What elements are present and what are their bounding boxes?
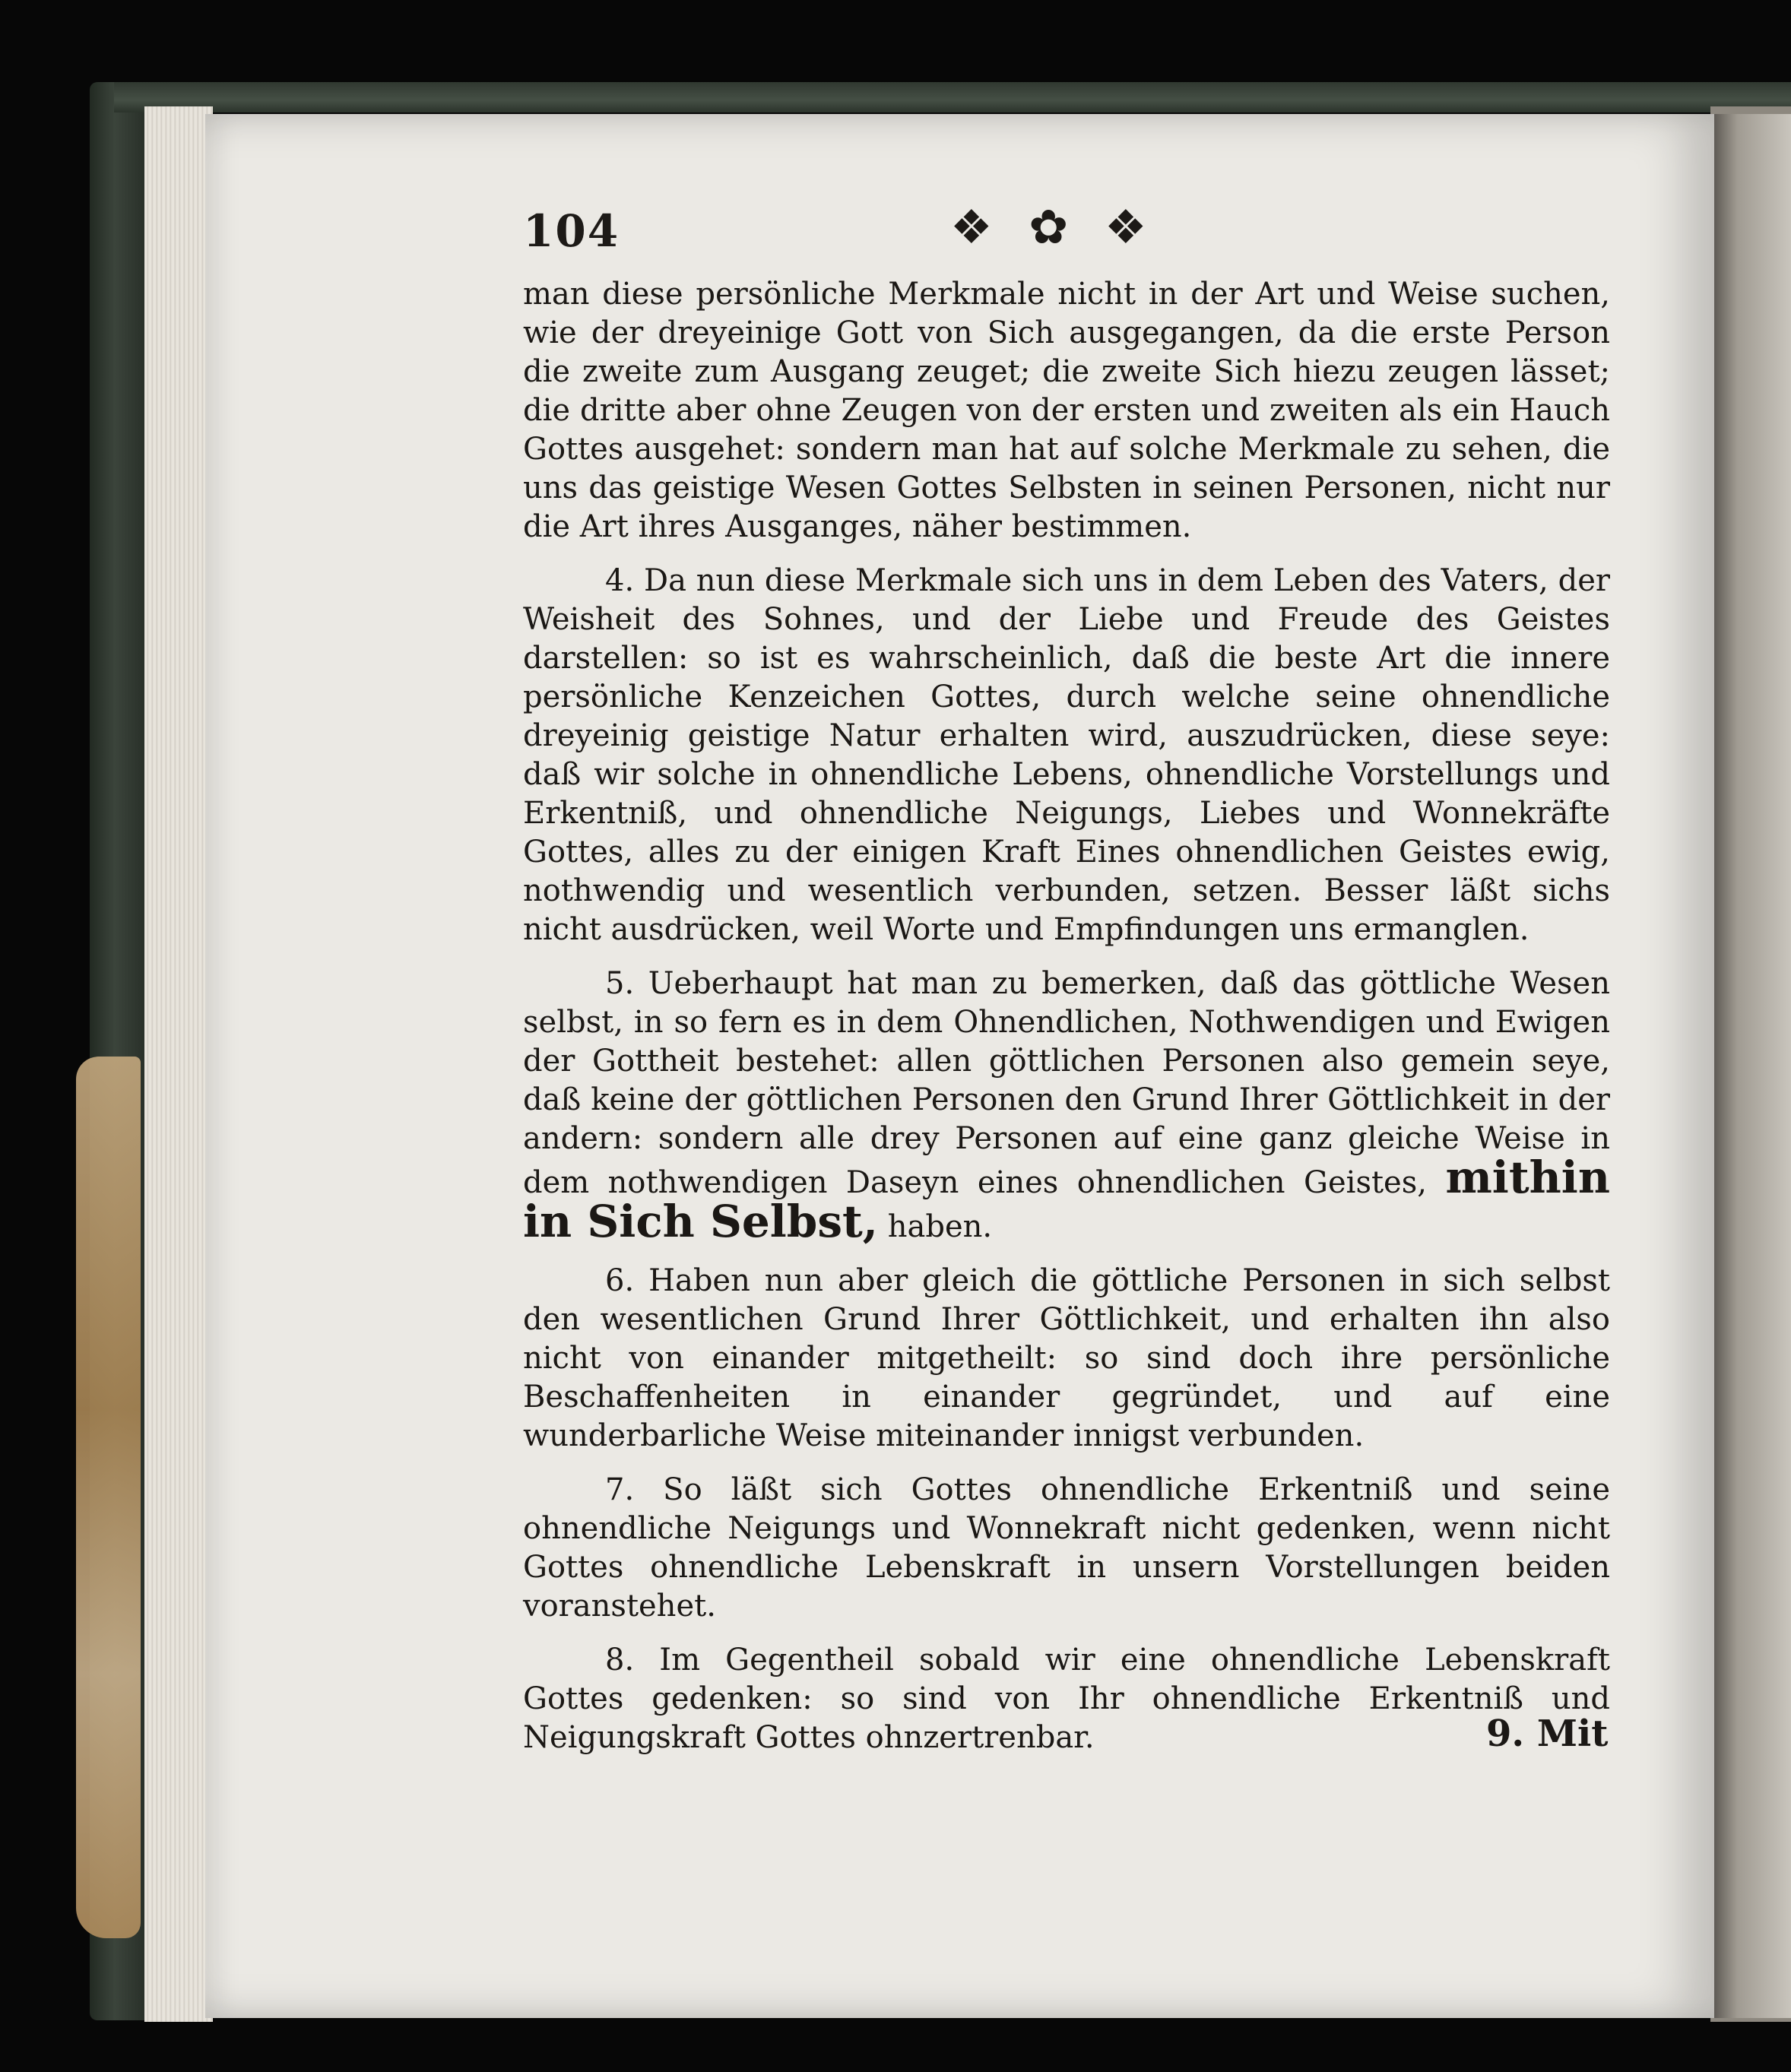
damaged-cover-patch xyxy=(76,1057,141,1938)
catchword: 9. Mit xyxy=(1486,1712,1609,1755)
gutter-shadow xyxy=(1714,114,1791,2018)
paragraph-4: 4. Da nun diese Merkmale sich uns in dem Leben des Vaters, der Weisheit des Sohnes, und der Liebe und Freude des Geistes darstellen: so ist es wahrscheinlich, daß die beste Art die innere persönliche Kenzeichen Gottes, durch welche seine ohnendliche dreyeinig geistige Natur erhalten wird, auszudrücken, diese seye: daß wir solche in ohnendliche Lebens, ohnendliche Vorstellungs und Erkentniß, und ohnendliche Neigungs, Liebes und Wonnekräfte Gottes, alles zu der einigen Kraft Eines ohnendlichen Geistes ewig, nothwendig und wesentlich verbunden, setzen. Besser läßt sichs nicht ausdrücken, weil Worte und Empfindungen uns ermanglen. xyxy=(523,563,1610,947)
page-stack-edges xyxy=(144,106,213,2022)
paragraph-8: 8. Im Gegentheil sobald wir eine ohnendliche Lebenskraft Gottes gedenken: so sind von Ihr ohnendliche Erkentniß und Neigungskraft Gottes ohnzertrenbar. xyxy=(523,1643,1610,1755)
page-body xyxy=(523,275,1610,1773)
page-number: 104 xyxy=(523,205,620,257)
header-ornament: ❖ ✿ ❖ xyxy=(950,199,1158,255)
paragraph-7: 7. So läßt sich Gottes ohnendliche Erkentniß und seine ohnendliche Neigungs und Wonnekraft nicht gedenken, wenn nicht Gottes ohnendliche Lebenskraft in unsern Vorstellungen beiden voranstehet. xyxy=(523,1472,1610,1624)
paragraph-6: 6. Haben nun aber gleich die göttliche Personen in sich selbst den wesentlichen Grund Ihrer Göttlichkeit, und erhalten ihn also nicht von einander mitgetheilt: so sind doch ihre persönliche Beschaffenheiten in einander gegründet, und auf eine wunderbarliche Weise miteinander innigst verbunden. xyxy=(523,1263,1610,1453)
book-cover-top xyxy=(114,82,1791,112)
paragraph-5 xyxy=(523,965,1610,1247)
paragraph-5-emphasis: mithin in Sich Selbst, xyxy=(523,1152,1611,1247)
paragraph-5-text: 5. Ueberhaupt hat man zu bemerken, daß das göttliche Wesen selbst, in so fern es in dem Ohnendlichen, Nothwendigen und Ewigen der Gottheit bestehet: allen göttlichen Personen also gemein seye, daß keine der göttlichen Personen den Grund Ihrer Göttlichkeit in der andern: sondern alle drey Personen auf eine ganz gleiche Weise in dem nothwendigen Daseyn eines ohnendlichen Geistes, xyxy=(523,966,1610,1200)
paragraph-5-tail: haben. xyxy=(887,1209,993,1244)
paragraph-continuation: man diese persönliche Merkmale nicht in der Art und Weise suchen, wie der dreyeinige Gott von Sich ausgegangen, da die erste Person die zweite zum Ausgang zeuget; die zweite Sich hiezu zeugen lässet; die dritte aber ohne Zeugen von der ersten und zweiten als ein Hauch Gottes ausgehet: sondern man hat auf solche Merkmale zu sehen, die uns das geistige Wesen Gottes Selbsten in seinen Personen, nicht nur die Art ihres Ausganges, näher bestimmen. xyxy=(523,277,1610,544)
